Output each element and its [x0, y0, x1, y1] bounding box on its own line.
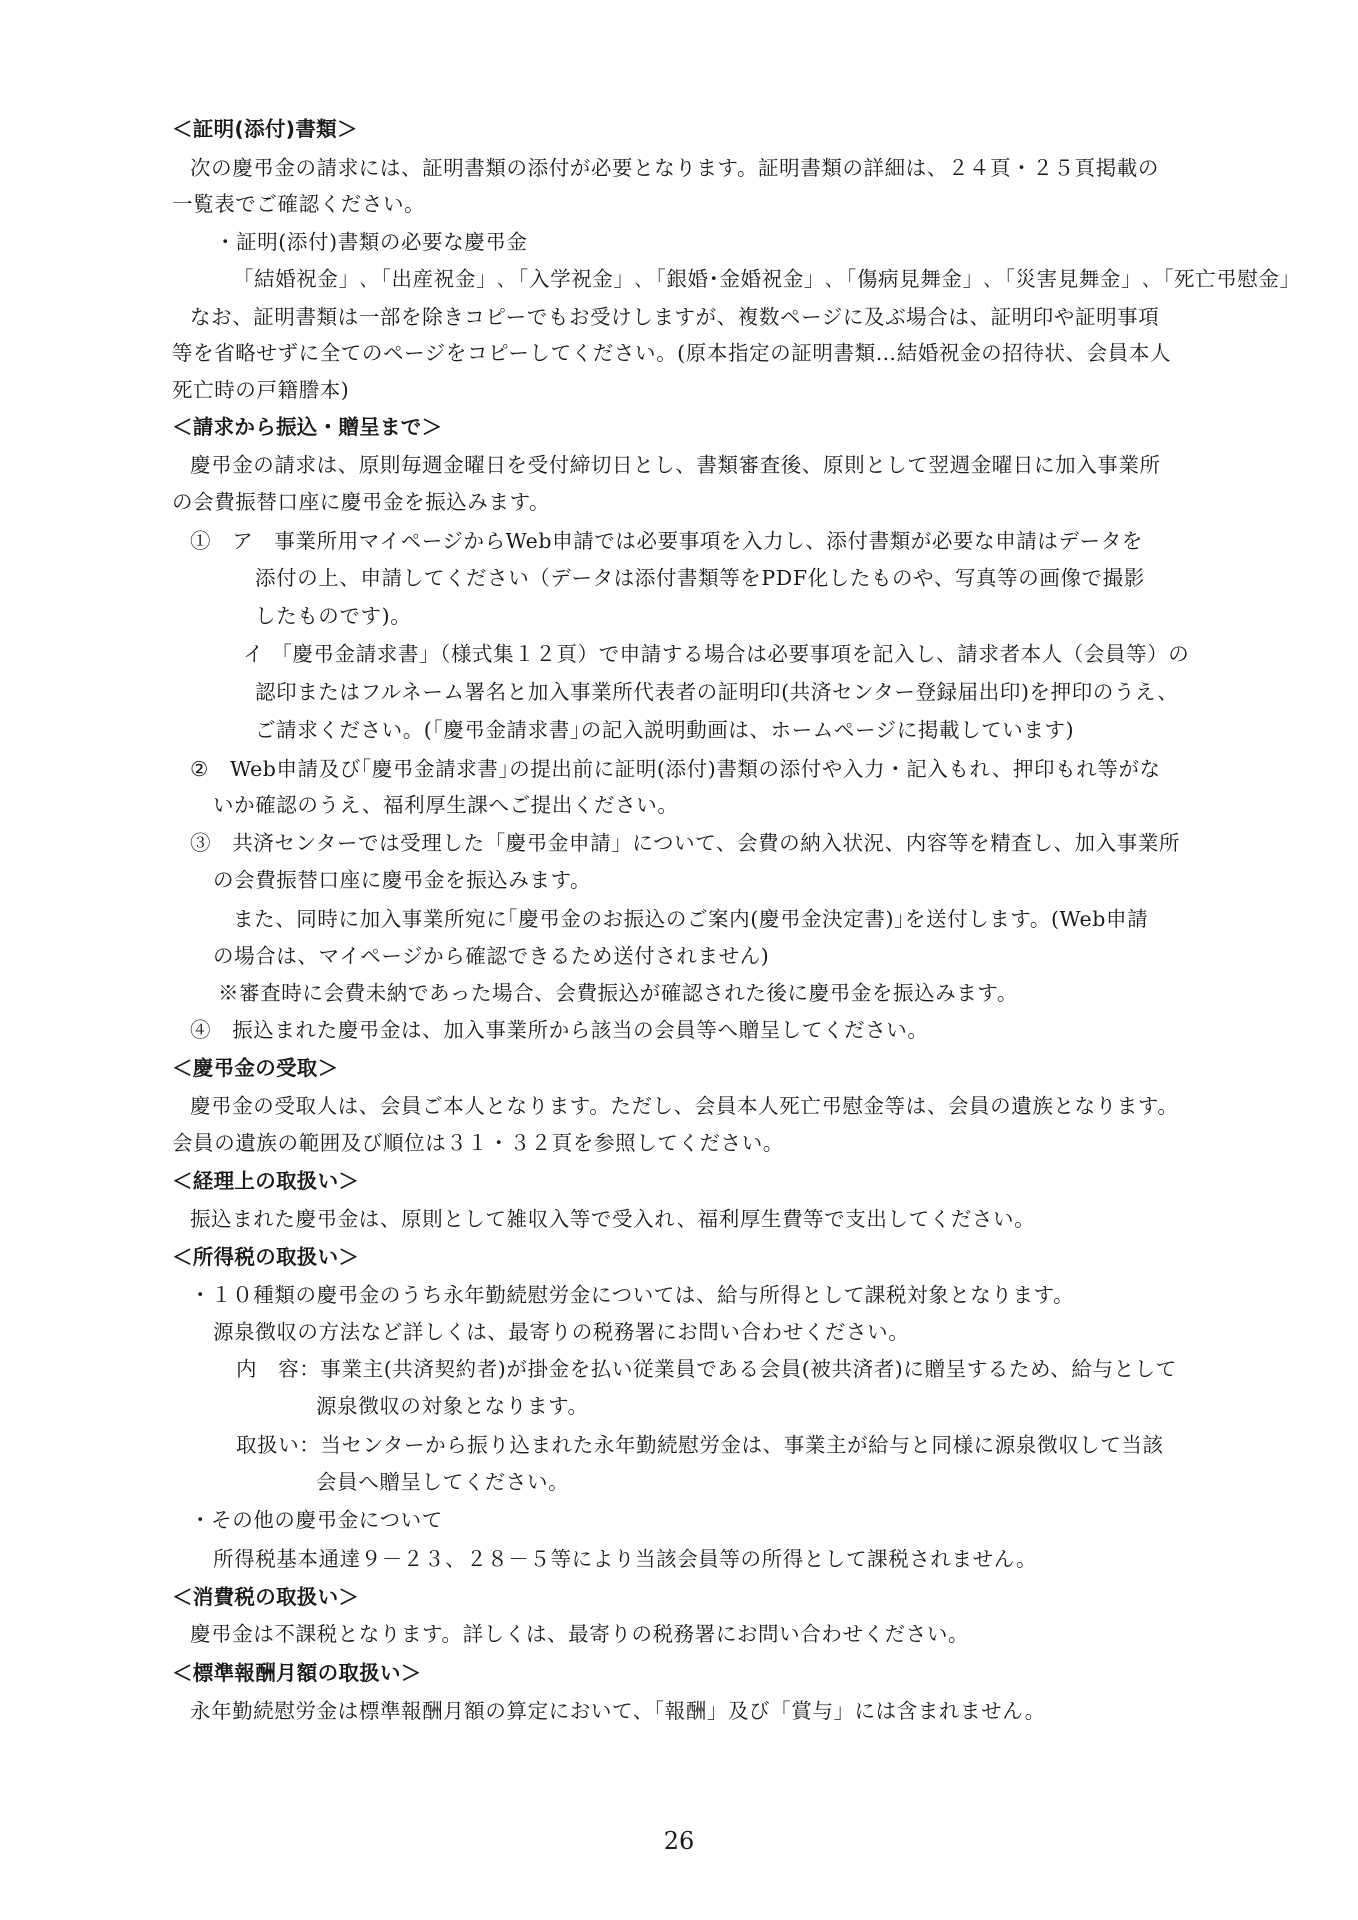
page-number: 26 — [663, 1827, 695, 1855]
body-line: 取扱い：当センターから振り込まれた永年勤続慰労金は、事業主が給与と同様に源泉徴収して当該 — [236, 1433, 1164, 1457]
body-line: ご請求ください。(｢慶弔金請求書｣の記入説明動画は、ホームページに掲載しています) — [255, 718, 1075, 742]
section-heading-accounting: ＜経理上の取扱い＞ — [172, 1169, 360, 1193]
body-line: 源泉徴収の対象となります。 — [316, 1394, 589, 1418]
body-line: の場合は、マイページから確認できるため送付されません) — [213, 944, 770, 968]
section-heading-consumption-tax: ＜消費税の取扱い＞ — [172, 1585, 360, 1609]
body-line: の会費振替口座に慶弔金を振込みます。 — [172, 490, 551, 514]
body-line: 慶弔金は不課税となります。詳しくは、最寄りの税務署にお問い合わせください。 — [190, 1622, 970, 1646]
body-line: 会員の遺族の範囲及び順位は３１・３２頁を参照してください。 — [172, 1131, 784, 1155]
numbered-item-2: ② Web申請及び｢慶弔金請求書｣の提出前に証明(添付)書類の添付や入力・記入もれ、押印もれ等がな — [190, 757, 1161, 781]
bullet-line: ・１０種類の慶弔金のうち永年勤続慰労金については、給与所得として課税対象となります。 — [190, 1283, 1075, 1307]
body-line: 認印またはフルネーム署名と加入事業所代表者の証明印(共済センター登録届出印)を押印のうえ、 — [255, 680, 1179, 704]
sub-item-i: イ 「慶弔金請求書」（様式集１２頁）で申請する場合は必要事項を記入し、請求者本人（会員等）の — [243, 642, 1190, 666]
bullet-line: ・その他の慶弔金について — [190, 1508, 443, 1532]
body-line: 振込まれた慶弔金は、原則として雑収入等で受入れ、福利厚生費等で支出してください。 — [190, 1207, 1036, 1231]
section-heading-request-to-payment: ＜請求から振込・贈呈まで＞ — [172, 415, 443, 439]
numbered-item-1: ① ア 事業所用マイページからWeb申請では必要事項を入力し、添付書類が必要な申請はデータを — [190, 529, 1143, 553]
body-line: なお、証明書類は一部を除きコピーでもお受けしますが、複数ページに及ぶ場合は、証明印や証明事項 — [190, 305, 1160, 329]
section-heading-standard-remuneration: ＜標準報酬月額の取扱い＞ — [172, 1661, 422, 1685]
body-line: 源泉徴収の方法など詳しくは、最寄りの税務署にお問い合わせください。 — [213, 1320, 910, 1344]
body-line: また、同時に加入事業所宛に｢慶弔金のお振込のご案内(慶弔金決定書)｣を送付します。(Web申請 — [233, 907, 1149, 931]
body-line: 慶弔金の受取人は、会員ご本人となります。ただし、会員本人死亡弔慰金等は、会員の遺族となります。 — [190, 1094, 1179, 1118]
body-line: 慶弔金の請求は、原則毎週金曜日を受付締切日とし、書類審査後、原則として翌週金曜日に加入事業所 — [190, 453, 1161, 477]
note-line: ※審査時に会費未納であった場合、会費振込が確認された後に慶弔金を振込みます。 — [218, 981, 1018, 1005]
body-line: 「結婚祝金」､「出産祝金」､「入学祝金」､「銀婚･金婚祝金」､「傷病見舞金」､「災害見舞金」､「死亡弔慰金」 — [233, 267, 1301, 291]
body-line: の会費振替口座に慶弔金を振込みます。 — [213, 868, 592, 892]
bullet-line: ・証明(添付)書類の必要な慶弔金 — [215, 230, 528, 254]
body-line: 死亡時の戸籍謄本) — [172, 378, 350, 402]
body-line: 永年勤続慰労金は標準報酬月額の算定において、「報酬」及び「賞与」には含まれません。 — [190, 1699, 1046, 1723]
body-line: 内 容：事業主(共済契約者)が掛金を払い従業員である会員(被共済者)に贈呈するため、給与として — [236, 1357, 1177, 1381]
body-line: 会員へ贈呈してください。 — [316, 1470, 570, 1494]
section-heading-certificate-documents: ＜証明(添付)書類＞ — [172, 117, 358, 141]
body-line: 一覧表でご確認ください。 — [172, 192, 426, 216]
body-line: 次の慶弔金の請求には、証明書類の添付が必要となります。証明書類の詳細は、２４頁・２５頁掲載の — [190, 156, 1159, 180]
body-line: 添付の上、申請してください（データは添付書類等をPDF化したものや、写真等の画像で撮影 — [255, 566, 1145, 590]
body-line: 等を省略せずに全てのページをコピーしてください。(原本指定の証明書類…結婚祝金の招待状、会員本人 — [172, 341, 1172, 365]
body-line: いか確認のうえ、福利厚生課へご提出ください。 — [213, 793, 679, 817]
body-line: 所得税基本通達９－２３、２８－５等により当該会員等の所得として課税されません。 — [213, 1547, 1038, 1571]
section-heading-recipient: ＜慶弔金の受取＞ — [172, 1056, 339, 1080]
numbered-item-4: ④ 振込まれた慶弔金は、加入事業所から該当の会員等へ贈呈してください。 — [190, 1018, 929, 1042]
body-line: したものです)。 — [255, 604, 412, 628]
numbered-item-3: ③ 共済センターでは受理した「慶弔金申請」について、会費の納入状況、内容等を精査し、加入事業所 — [190, 831, 1181, 855]
section-heading-income-tax: ＜所得税の取扱い＞ — [172, 1245, 360, 1269]
